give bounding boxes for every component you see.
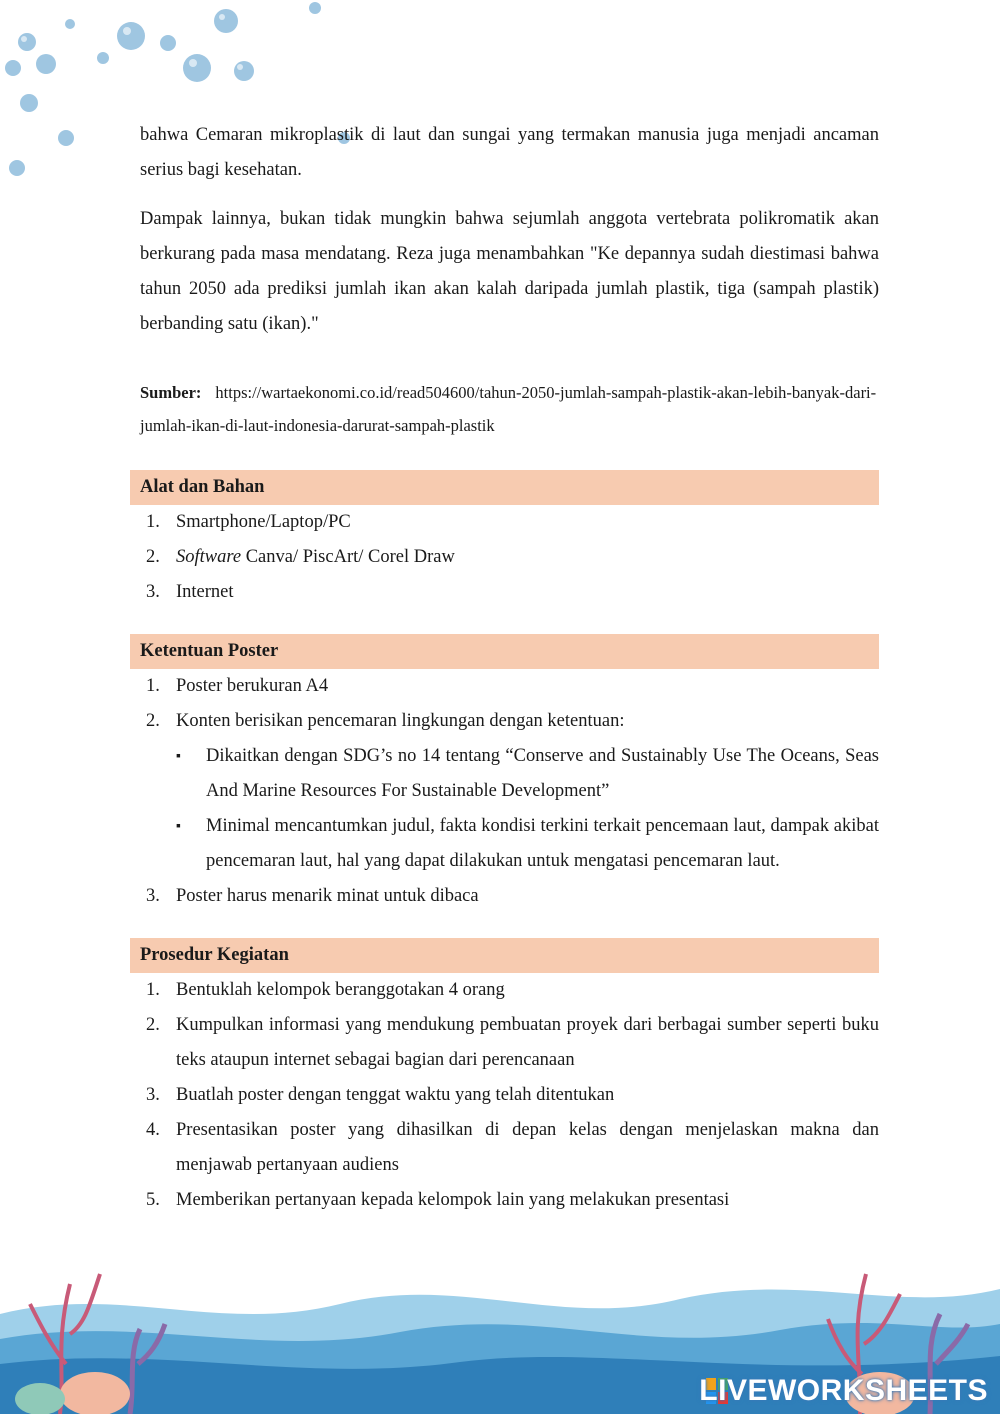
- poster-rules-heading: Ketentuan Poster: [130, 634, 879, 669]
- document-body: [140, 118, 879, 1218]
- tools-heading: Alat dan Bahan: [130, 470, 879, 505]
- source-url: https://wartaekonomi.co.id/read504600/tahun-2050-jumlah-sampah-plastik-akan-lebih-banyak-dari-jumlah-ikan-di-laut-indonesia-darurat-sampah-plastik: [140, 383, 877, 435]
- list-number: 4.: [146, 1120, 160, 1140]
- source-label: Sumber:: [140, 383, 202, 402]
- list-number: 3.: [146, 886, 160, 906]
- poster-rules-list: [140, 669, 879, 914]
- poster-rules-sublist: [176, 739, 879, 879]
- poster-rules-section: [140, 634, 879, 914]
- list-number: 3.: [146, 1085, 160, 1105]
- procedure-heading: Prosedur Kegiatan: [130, 938, 879, 973]
- list-item: [140, 1183, 879, 1218]
- list-number: 5.: [146, 1190, 160, 1210]
- list-item: [140, 704, 879, 879]
- list-number: 1.: [146, 676, 160, 696]
- list-text: Kumpulkan informasi yang mendukung pembuatan proyek dari berbagai sumber seperti buku teks ataupun internet sebagai bagian dari perencanaan: [176, 1015, 879, 1070]
- list-item: [140, 1113, 879, 1183]
- list-number: 2.: [146, 711, 160, 731]
- list-text: Presentasikan poster yang dihasilkan di depan kelas dengan menjelaskan makna dan menjawab pertanyaan audiens: [176, 1120, 879, 1175]
- list-number: 1.: [146, 980, 160, 1000]
- liveworksheets-watermark: LIVEWORKSHEETS: [699, 1374, 988, 1407]
- list-item: [140, 879, 879, 914]
- sub-list-item: [176, 809, 879, 879]
- sub-list-text: Dikaitkan dengan SDG’s no 14 tentang “Conserve and Sustainably Use The Oceans, Seas And Marine Resources For Sustainable Development”: [206, 746, 879, 801]
- tools-list: [140, 505, 879, 610]
- list-item: [140, 1078, 879, 1113]
- list-text: Konten berisikan pencemaran lingkungan dengan ketentuan:: [176, 711, 625, 731]
- source-citation: [140, 376, 879, 442]
- list-item: [140, 575, 879, 610]
- bullet-icon: ▪: [176, 819, 181, 834]
- list-text: Memberikan pertanyaan kepada kelompok lain yang melakukan presentasi: [176, 1190, 730, 1210]
- list-item: [140, 1008, 879, 1078]
- list-text: Smartphone/Laptop/PC: [176, 512, 351, 532]
- list-number: 2.: [146, 1015, 160, 1035]
- list-number: 3.: [146, 582, 160, 602]
- intro-paragraph-2: Dampak lainnya, bukan tidak mungkin bahwa sejumlah anggota vertebrata polikromatik akan berkurang pada masa mendatang. Reza juga menambahkan "Ke depannya sudah diestimasi bahwa tahun 2050 ada prediksi jumlah ikan akan kalah daripada jumlah plastik, tiga (sampah plastik) berbanding satu (ikan).": [140, 209, 879, 334]
- list-number: 1.: [146, 512, 160, 532]
- procedure-section: [140, 938, 879, 1218]
- procedure-list: [140, 973, 879, 1218]
- list-text-italic: Software: [176, 547, 242, 567]
- list-item: [140, 973, 879, 1008]
- list-item: [140, 669, 879, 704]
- list-text: Canva/ PiscArt/ Corel Draw: [241, 547, 455, 567]
- tools-section: [140, 470, 879, 610]
- list-text: Buatlah poster dengan tenggat waktu yang telah ditentukan: [176, 1085, 615, 1105]
- bullet-icon: ▪: [176, 749, 181, 764]
- list-text: Bentuklah kelompok beranggotakan 4 orang: [176, 980, 505, 1000]
- list-item: [140, 540, 879, 575]
- intro-paragraph-1: bahwa Cemaran mikroplastik di laut dan sungai yang termakan manusia juga menjadi ancaman serius bagi kesehatan.: [140, 125, 879, 180]
- list-text: Poster berukuran A4: [176, 676, 329, 696]
- list-item: [140, 505, 879, 540]
- list-number: 2.: [146, 547, 160, 567]
- sub-list-item: [176, 739, 879, 809]
- list-text: Poster harus menarik minat untuk dibaca: [176, 886, 479, 906]
- list-text: Internet: [176, 582, 234, 602]
- sub-list-text: Minimal mencantumkan judul, fakta kondisi terkini terkait pencemaan laut, dampak akibat pencemaran laut, hal yang dapat dilakukan untuk mengatasi pencemaran laut.: [206, 816, 879, 871]
